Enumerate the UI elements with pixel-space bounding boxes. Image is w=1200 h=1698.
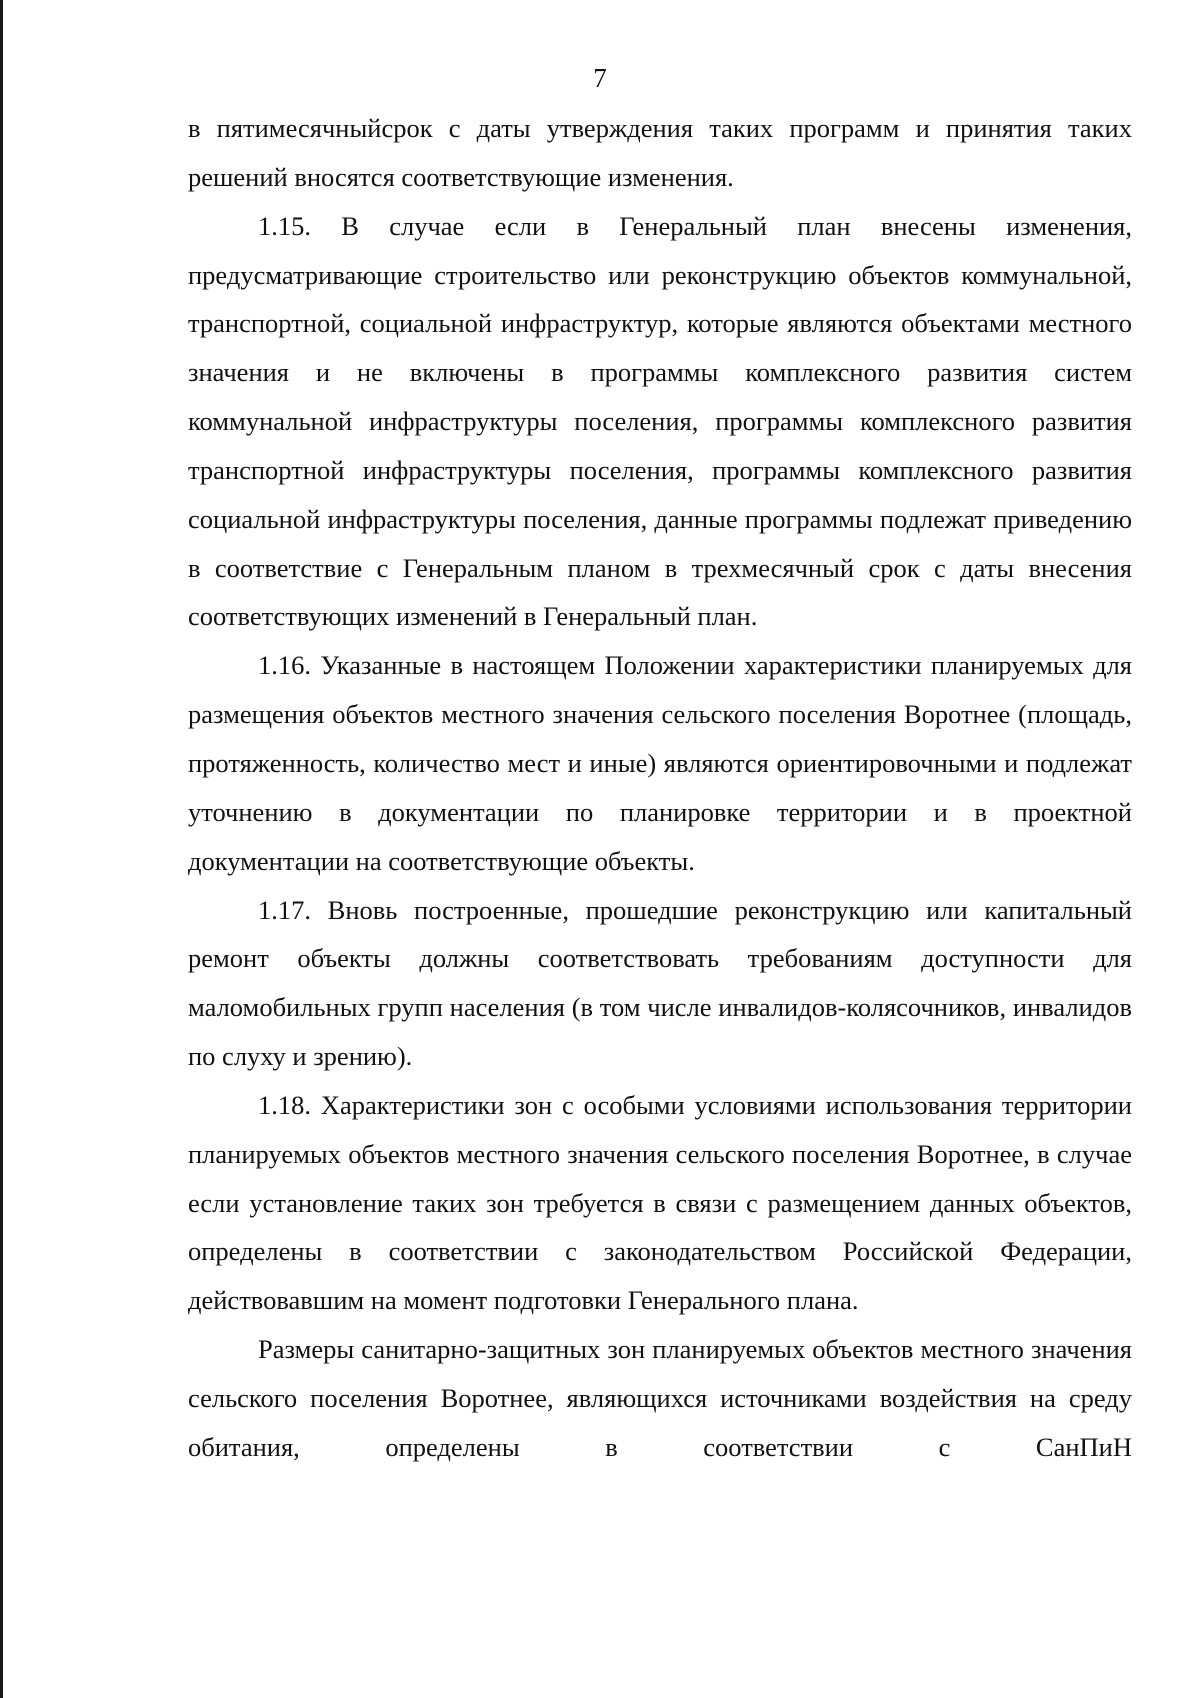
- paragraph-continuation: в пятимесячныйсрок с даты утверждения таких программ и принятия таких решений вносятся соответствующие изменения.: [188, 113, 1132, 192]
- paragraph-1-16: 1.16. Указанные в настоящем Положении характеристики планируемых для размещения объектов местного значения сельского поселения Воротнее (площадь, протяженность, количество мест и иные) являются ориентировочными и подлежат уточнению в документации по планировке территории и в проектной документации на соответствующие объекты.: [188, 650, 1132, 876]
- scan-edge: [0, 0, 3, 1698]
- document-body: [188, 104, 1132, 1472]
- paragraph-sanitary-zones: Размеры санитарно-защитных зон планируемых объектов местного значения сельского поселения Воротнее, являющихся источниками воздействия на среду обитания, определены в соответствии с СанПиН: [188, 1334, 1132, 1462]
- page-number: 7: [593, 63, 607, 93]
- paragraph-1-15: 1.15. В случае если в Генеральный план внесены изменения, предусматривающие строительство или реконструкцию объектов коммунальной, транспортной, социальной инфраструктур, которые являются объектами местного значения и не включены в программы комплексного развития систем коммунальной инфраструктуры поселения, программы комплексного развития транспортной инфраструктуры поселения, программы комплексного развития социальной инфраструктуры поселения, данные программы подлежат приведению в соответствие с Генеральным планом в трехмесячный срок с даты внесения соответствующих изменений в Генеральный план.: [188, 210, 1132, 632]
- paragraph-1-18: 1.18. Характеристики зон с особыми условиями использования территории планируемых объектов местного значения сельского поселения Воротнее, в случае если установление таких зон требуется в связи с размещением данных объектов, определены в соответствии с законодательством Российской Федерации, действовавшим на момент подготовки Генерального плана.: [188, 1089, 1132, 1316]
- paragraph-1-17: 1.17. Вновь построенные, прошедшие реконструкцию или капитальный ремонт объекты должны соответствовать требованиям доступности для маломобильных групп населения (в том числе инвалидов-колясочников, инвалидов по слуху и зрению).: [188, 894, 1132, 1072]
